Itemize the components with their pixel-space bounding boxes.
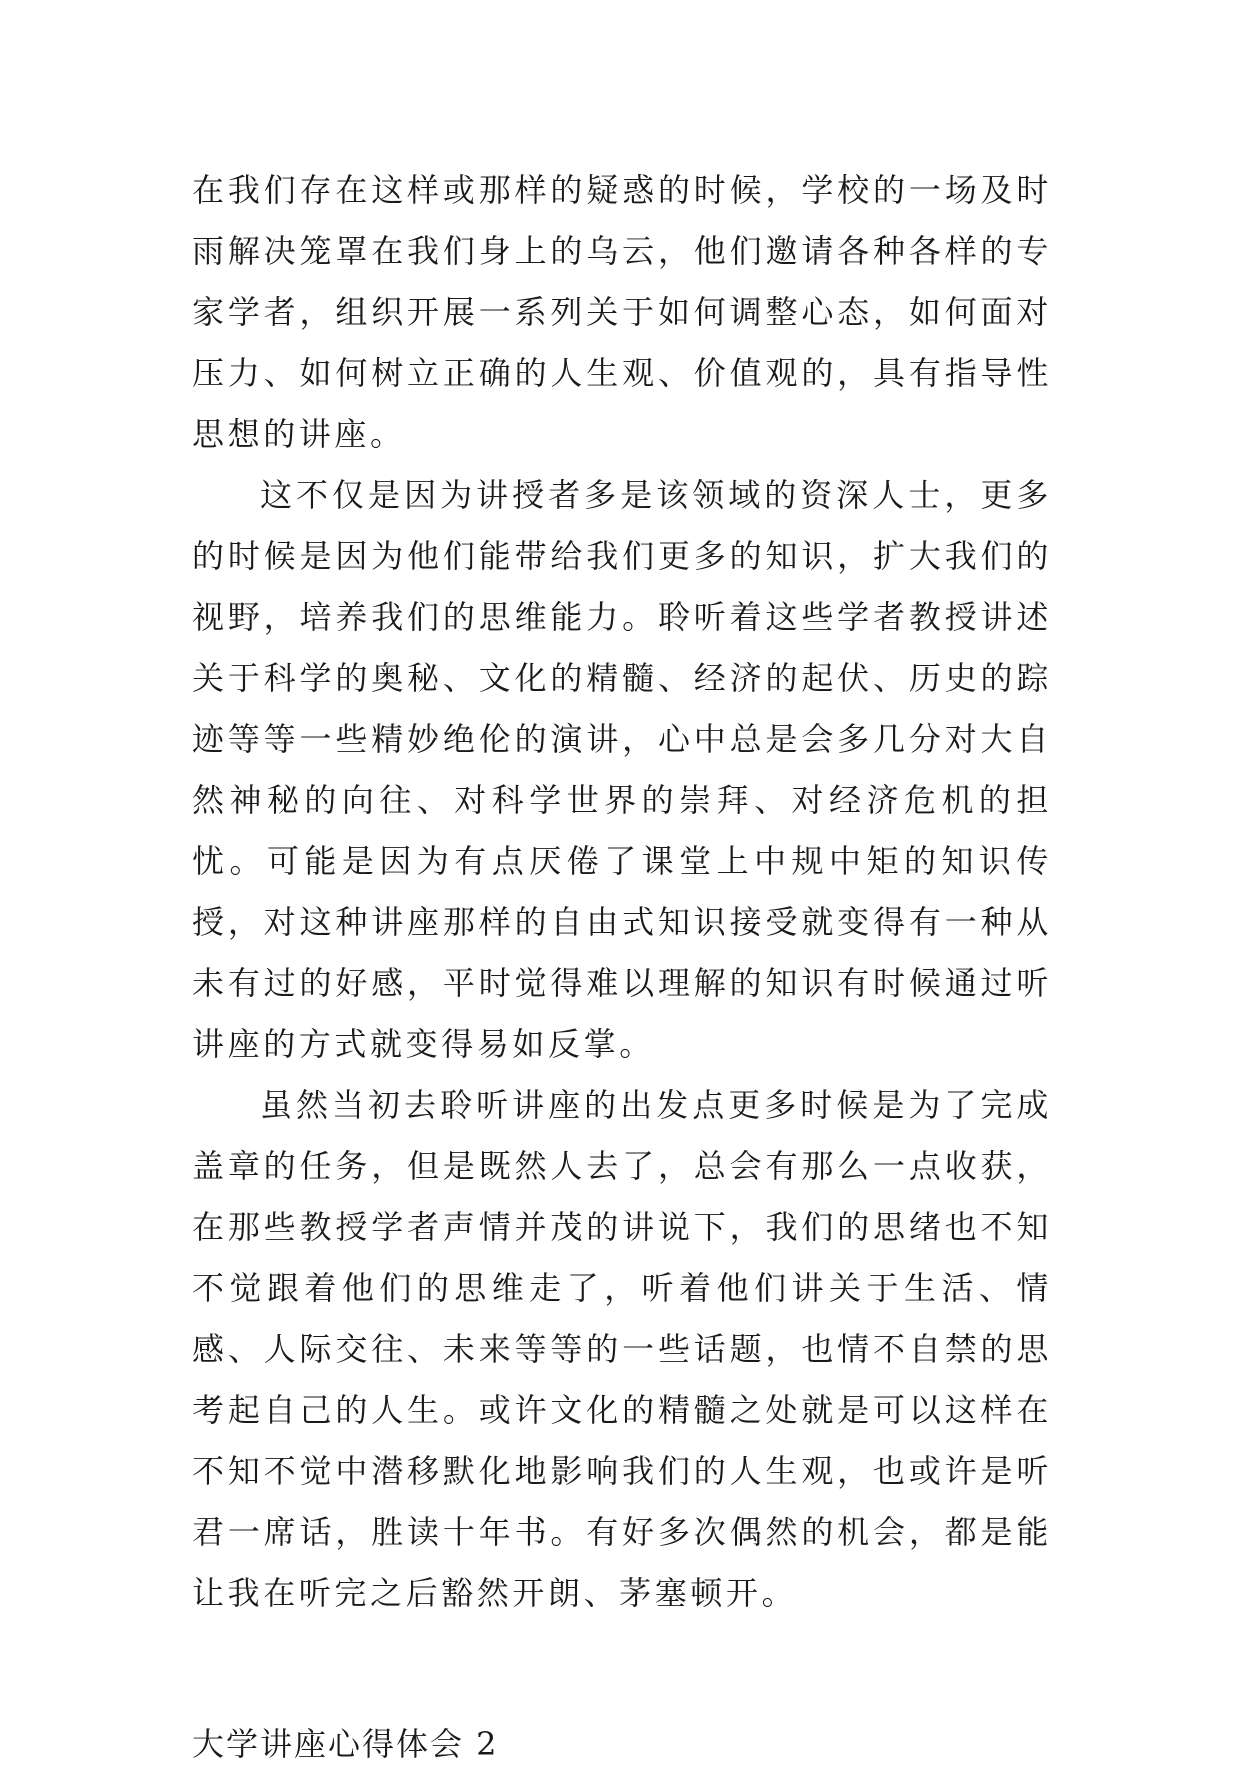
paragraph-3: 虽然当初去聆听讲座的出发点更多时候是为了完成盖章的任务，但是既然人去了，总会有那么一点收获，在那些教授学者声情并茂的讲说下，我们的思绪也不知不觉跟着他们的思维走了，听着他们讲关于生活、情感、人际交往、未来等等的一些话题，也情不自禁的思考起自己的人生。或许文化的精髓之处就是可以这样在不知不觉中潜移默化地影响我们的人生观，也或许是听君一席话，胜读十年书。有好多次偶然的机会，都是能让我在听完之后豁然开朗、茅塞顿开。 bbox=[192, 1086, 1052, 1612]
section-title: 大学讲座心得体会 2 bbox=[192, 1725, 499, 1763]
document-body bbox=[192, 160, 1052, 1775]
paragraph-1: 在我们存在这样或那样的疑惑的时候，学校的一场及时雨解决笼罩在我们身上的乌云，他们邀请各种各样的专家学者，组织开展一系列关于如何调整心态，如何面对压力、如何树立正确的人生观、价值观的，具有指导性思想的讲座。 bbox=[192, 171, 1052, 453]
paragraph-2: 这不仅是因为讲授者多是该领域的资深人士，更多的时候是因为他们能带给我们更多的知识，扩大我们的视野，培养我们的思维能力。聆听着这些学者教授讲述关于科学的奥秘、文化的精髓、经济的起伏、历史的踪迹等等一些精妙绝伦的演讲，心中总是会多几分对大自然神秘的向往、对科学世界的崇拜、对经济危机的担忧。可能是因为有点厌倦了课堂上中规中矩的知识传授，对这种讲座那样的自由式知识接受就变得有一种从未有过的好感，平时觉得难以理解的知识有时候通过听讲座的方式就变得易如反掌。 bbox=[192, 476, 1052, 1063]
